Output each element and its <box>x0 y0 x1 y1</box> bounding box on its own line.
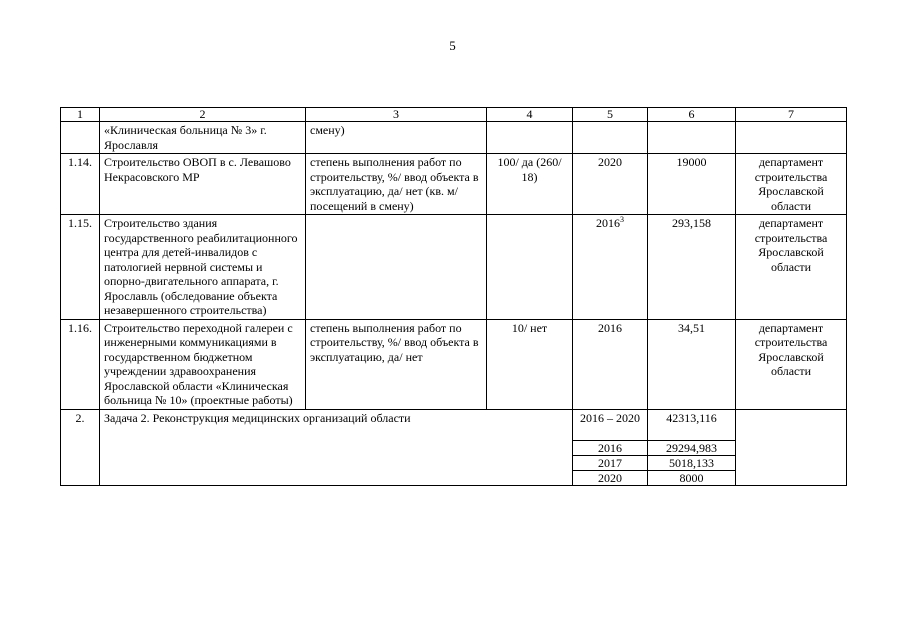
col-header-4: 4 <box>487 108 573 122</box>
executor: департамент строительства Ярославской области <box>736 154 847 215</box>
task-years <box>573 409 648 485</box>
measure-name: Строительство ОВОП в с. Левашово Некрасовского МР <box>100 154 306 215</box>
row-number <box>61 122 100 154</box>
col-header-6: 6 <box>648 108 736 122</box>
year: 2020 <box>573 154 648 215</box>
executor <box>736 122 847 154</box>
table-row <box>61 154 847 215</box>
task-year-total: 2016 – 2020 <box>580 410 640 425</box>
task-year: 2020 <box>573 470 647 485</box>
year-value: 2016 <box>596 216 620 230</box>
col-header-1: 1 <box>61 108 100 122</box>
task-number: 2. <box>61 409 100 485</box>
table-row <box>61 215 847 320</box>
indicator-value: 10/ нет <box>487 319 573 409</box>
year <box>573 215 648 320</box>
indicator: степень выполнения работ по строительству, %/ ввод объекта в эксплуатацию, да/ нет (кв. м/ посещений в смену) <box>306 154 487 215</box>
footnote-mark: 3 <box>620 215 624 224</box>
task-row <box>61 409 847 485</box>
col-header-7: 7 <box>736 108 847 122</box>
table-row <box>61 319 847 409</box>
indicator-value <box>487 122 573 154</box>
program-table <box>60 107 847 486</box>
amount: 293,158 <box>648 215 736 320</box>
row-number: 1.15. <box>61 215 100 320</box>
col-header-3: 3 <box>306 108 487 122</box>
task-amount: 5018,133 <box>648 455 735 470</box>
task-year: 2017 <box>573 455 647 470</box>
col-header-5: 5 <box>573 108 648 122</box>
measure-name: Строительство переходной галереи с инженерными коммуникациями в государственном бюджетном учреждении здравоохранения Ярославской области «Клиническая больница № 10» (проектные работы) <box>100 319 306 409</box>
indicator-value <box>487 215 573 320</box>
task-executor <box>736 409 847 485</box>
amount: 34,51 <box>648 319 736 409</box>
task-amount: 29294,983 <box>648 440 735 455</box>
amount: 19000 <box>648 154 736 215</box>
executor: департамент строительства Ярославской области <box>736 319 847 409</box>
amount <box>648 122 736 154</box>
indicator <box>306 215 487 320</box>
table-row <box>61 122 847 154</box>
indicator: степень выполнения работ по строительству, %/ ввод объекта в эксплуатацию, да/ нет <box>306 319 487 409</box>
task-name: Задача 2. Реконструкция медицинских организаций области <box>100 409 573 485</box>
task-amount-total: 42313,116 <box>666 410 717 425</box>
indicator: смену) <box>306 122 487 154</box>
task-year: 2016 <box>573 440 647 455</box>
indicator-value: 100/ да (260/ 18) <box>487 154 573 215</box>
year <box>573 122 648 154</box>
year: 2016 <box>573 319 648 409</box>
page-number: 5 <box>449 38 456 53</box>
task-amounts <box>648 409 736 485</box>
task-amount: 8000 <box>648 470 735 485</box>
executor: департамент строительства Ярославской области <box>736 215 847 320</box>
row-number: 1.14. <box>61 154 100 215</box>
header-row <box>61 108 847 122</box>
col-header-2: 2 <box>100 108 306 122</box>
measure-name: Строительство здания государственного реабилитационного центра для детей-инвалидов с патологией нервной системы и опорно-двигательного аппарата, г. Ярославль (обследование объекта незавершенного строительства) <box>100 215 306 320</box>
row-number: 1.16. <box>61 319 100 409</box>
measure-name: «Клиническая больница № 3» г. Ярославля <box>100 122 306 154</box>
